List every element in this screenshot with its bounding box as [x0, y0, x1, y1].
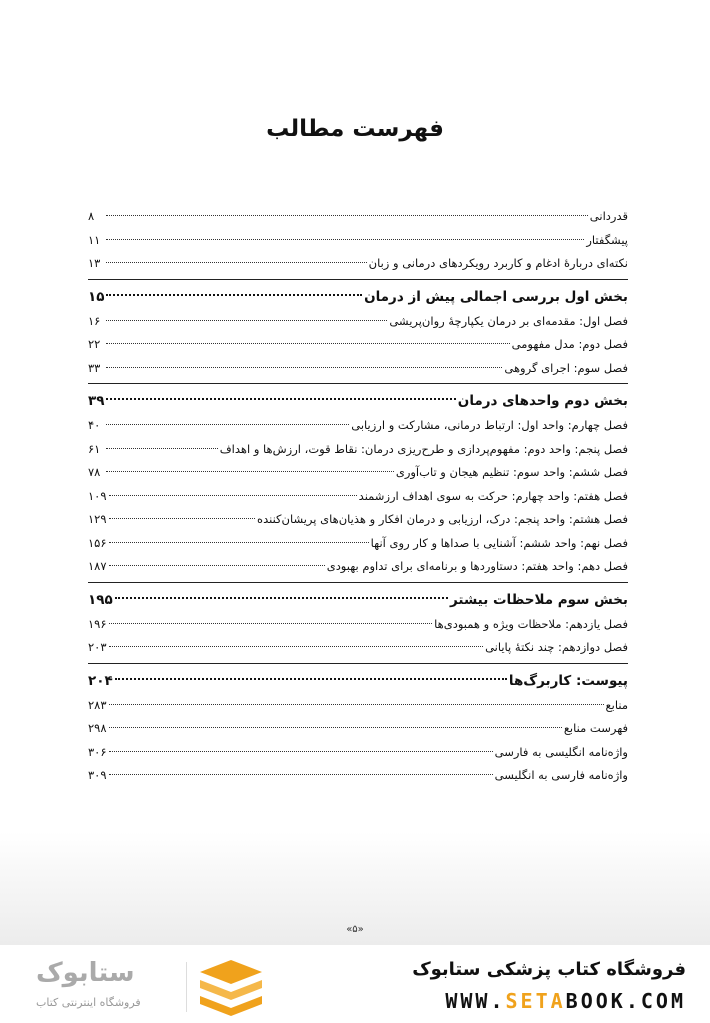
leader-dots	[106, 398, 455, 400]
toc-entry-label: واژه‌نامه فارسی به انگلیسی	[494, 768, 628, 782]
store-url[interactable]	[445, 989, 686, 1013]
toc-entry-page: ۶۱	[88, 441, 101, 456]
logo-tagline: فروشگاه اینترنتی کتاب	[36, 996, 141, 1009]
url-prefix: WWW.	[445, 989, 506, 1013]
toc-entry[interactable]	[88, 414, 628, 438]
toc-part-label: بخش سوم ملاحظات بیشتر	[450, 591, 628, 608]
toc-entry[interactable]	[88, 532, 628, 556]
toc-part-heading[interactable]	[88, 285, 628, 310]
toc-entry[interactable]	[88, 613, 628, 637]
toc-entry-label: واژه‌نامه انگلیسی به فارسی	[494, 744, 628, 759]
toc-entry-label: منابع	[605, 697, 628, 712]
leader-dots	[106, 367, 502, 368]
toc-entry-label: فصل ششم: واحد سوم: تنظیم هیجان و تاب‌آوری	[395, 465, 628, 479]
store-logo[interactable]	[36, 958, 276, 1016]
leader-dots	[109, 727, 562, 728]
toc-entry[interactable]	[88, 764, 628, 788]
toc-entry-page: ۱۰۹	[88, 488, 107, 503]
leader-dots	[109, 774, 493, 775]
logo-wordmark: ستابوک	[36, 958, 135, 988]
toc-entry-page: ۱۳	[88, 256, 101, 270]
leader-dots	[106, 320, 387, 321]
toc-entry-page: ۱۱	[88, 232, 101, 247]
toc-entry[interactable]	[88, 205, 628, 229]
toc-entry[interactable]	[88, 555, 628, 579]
table-of-contents	[88, 205, 628, 788]
leader-dots	[106, 294, 362, 296]
toc-entry-label: فصل دهم: واحد هفتم: دستاوردها و برنامه‌ای برای تداوم بهبودی	[326, 559, 628, 573]
toc-entry-label: فصل چهارم: واحد اول: ارتباط درمانی، مشارکت و ارزیابی	[351, 418, 628, 432]
toc-entry-label: فصل سوم: اجرای گروهی	[504, 360, 628, 375]
toc-entry-page: ۲۸۳	[88, 697, 107, 712]
leader-dots	[109, 565, 325, 566]
toc-part-label: بخش دوم واحدهای درمان	[457, 393, 628, 409]
leader-dots	[109, 518, 256, 519]
toc-entry[interactable]	[88, 508, 628, 532]
toc-entry-page: ۱۲۹	[88, 512, 107, 526]
url-suffix: BOOK.COM	[565, 989, 686, 1013]
toc-entry-page: ۳۳	[88, 360, 101, 375]
toc-entry[interactable]	[88, 717, 628, 741]
toc-entry-label: فهرست منابع	[563, 721, 628, 735]
toc-front-matter	[88, 205, 628, 276]
toc-entry-label: فصل هفتم: واحد چهارم: حرکت به سوی اهداف ارزشمند	[358, 488, 628, 503]
toc-part-3	[88, 582, 628, 660]
stacked-books-icon	[196, 958, 266, 1016]
toc-entry-label: فصل نهم: واحد ششم: آشنایی با صداها و کار روی آنها	[370, 535, 628, 550]
toc-part-2	[88, 383, 628, 579]
toc-entry-page: ۳۰۹	[88, 768, 107, 782]
leader-dots	[106, 448, 218, 449]
toc-entry[interactable]	[88, 229, 628, 253]
toc-entry[interactable]	[88, 333, 628, 357]
toc-entry-page: ۲۹۸	[88, 721, 107, 735]
toc-entry[interactable]	[88, 357, 628, 381]
toc-entry-label: فصل دوم: مدل مفهومی	[511, 337, 628, 351]
url-accent: SETA	[505, 989, 566, 1013]
toc-part-page: ۲۰۴	[88, 672, 113, 689]
toc-entry-page: ۱۵۶	[88, 535, 107, 550]
store-name: فروشگاه کتاب پزشکی ستابوک	[412, 959, 686, 980]
page-number: «۵»	[346, 924, 364, 935]
toc-entry[interactable]	[88, 438, 628, 462]
toc-entry-label: فصل پنجم: واحد دوم: مفهوم‌پردازی و طرح‌ریزی درمان: نقاط قوت، ارزش‌ها و اهداف	[219, 441, 628, 456]
toc-entry-label: فصل یازدهم: ملاحظات ویژه و همبودی‌ها	[434, 616, 628, 631]
toc-part-heading[interactable]	[88, 669, 628, 694]
toc-entry-page: ۲۲	[88, 337, 101, 351]
toc-entry[interactable]	[88, 741, 628, 765]
store-banner	[0, 945, 710, 1023]
toc-entry[interactable]	[88, 485, 628, 509]
toc-part-label: بخش اول بررسی اجمالی پیش از درمان	[364, 288, 628, 305]
leader-dots	[115, 678, 507, 680]
toc-entry-label: قدردانی	[589, 209, 628, 223]
leader-dots	[106, 343, 510, 344]
leader-dots	[115, 597, 448, 599]
leader-dots	[109, 704, 604, 705]
leader-dots	[109, 751, 493, 752]
toc-entry[interactable]	[88, 694, 628, 718]
logo-divider	[186, 962, 187, 1012]
leader-dots	[106, 424, 349, 425]
toc-entry[interactable]	[88, 252, 628, 276]
leader-dots	[109, 542, 369, 543]
toc-entry[interactable]	[88, 636, 628, 660]
leader-dots	[109, 646, 484, 647]
toc-entry-page: ۷۸	[88, 465, 101, 479]
toc-entry-page: ۲۰۳	[88, 640, 107, 654]
toc-entry-page: ۳۰۶	[88, 744, 107, 759]
toc-entry[interactable]	[88, 310, 628, 334]
leader-dots	[109, 623, 433, 624]
leader-dots	[106, 262, 367, 263]
leader-dots	[106, 471, 394, 472]
leader-dots	[109, 495, 357, 496]
toc-appendix	[88, 663, 628, 788]
toc-entry-page: ۱۸۷	[88, 559, 107, 573]
toc-part-label: پیوست: کاربرگ‌ها	[508, 672, 628, 689]
leader-dots	[106, 215, 588, 216]
toc-entry-page: ۴۰	[88, 418, 101, 432]
leader-dots	[106, 239, 584, 240]
toc-entry-page: ۸	[88, 209, 95, 223]
toc-part-1	[88, 279, 628, 381]
toc-part-page: ۱۹۵	[88, 591, 113, 608]
toc-entry-label: فصل هشتم: واحد پنجم: درک، ارزیابی و درمان افکار و هذیان‌های پریشان‌کننده	[257, 512, 628, 526]
toc-part-page: ۳۹	[88, 393, 105, 409]
toc-entry-label: پیشگفتار	[586, 232, 628, 247]
page-title: فهرست مطالب	[266, 116, 444, 142]
toc-entry-label: فصل اول: مقدمه‌ای بر درمان یکپارچهٔ روان‌پریشی	[389, 313, 628, 328]
toc-entry-label: نکته‌ای دربارهٔ ادغام و کاربرد رویکردهای درمانی و زبان	[368, 256, 628, 270]
toc-part-heading[interactable]	[88, 588, 628, 613]
toc-part-page: ۱۵	[88, 288, 105, 305]
toc-entry[interactable]	[88, 461, 628, 485]
toc-entry-page: ۱۶	[88, 313, 101, 328]
toc-entry-page: ۱۹۶	[88, 616, 107, 631]
toc-entry-label: فصل دوازدهم: چند نکتهٔ پایانی	[485, 640, 628, 654]
toc-part-heading[interactable]	[88, 389, 628, 414]
